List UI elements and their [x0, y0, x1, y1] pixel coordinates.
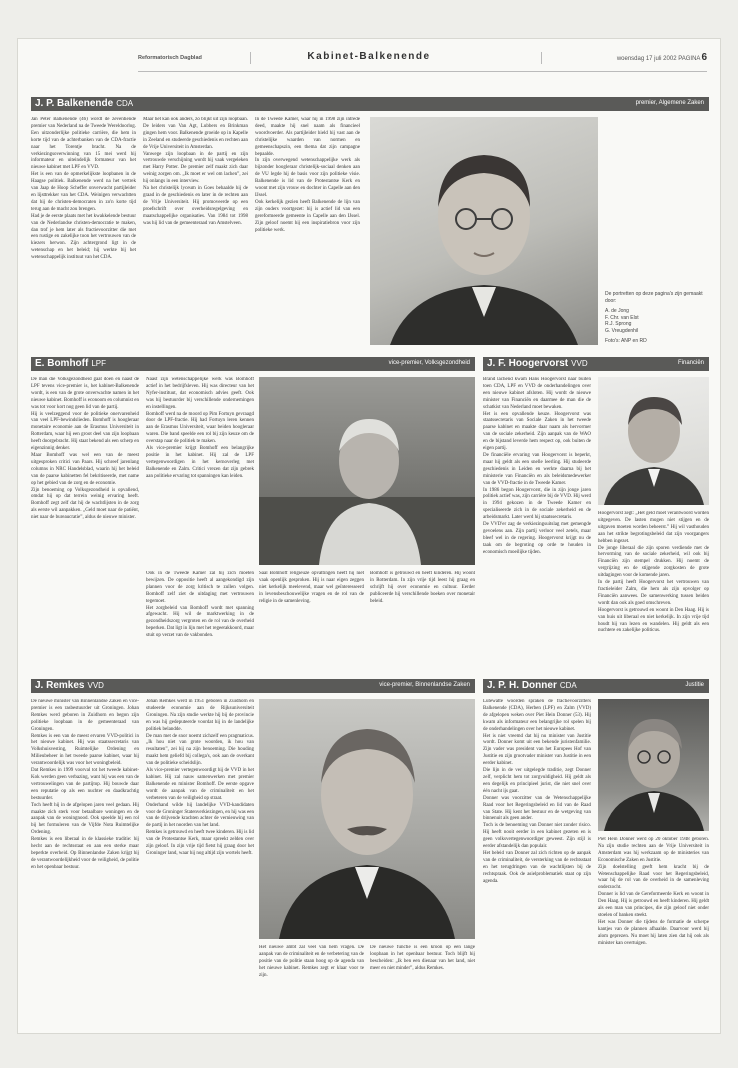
article-text: Had je de eerste plaats met het kwakkelende bestuur van de Nederlandse christen-democratie te maken, dan trof je hem later als fractievoorzitter die met een rustige en zakelijke toon het vertrouwen van de kiezers herwon. Zijn achtergrond ligt in de wetenschap en het beleid; hij werkte bij het wetenschappelijk instituut van het CDA. [31, 213, 136, 261]
photo-source: Foto's: ANP en RD [605, 338, 647, 344]
article-text: Remkes is getrouwd en heeft twee kinderen. Hij is lid van de Protestantse Kerk, maar spreekt zelden over zijn geloof. In zijn vrije tijd fietst hij graag door het Groninger land, waar hij nog altijd zijn wortels heeft. [146, 830, 254, 856]
article-column [31, 699, 139, 1019]
article-text: De nieuwe functie is een kroon op een lange loopbaan in het openbaar bestuur. Toch blijft hij bescheiden: „Ik ben een dienaar van het land, niet meer en niet minder”, aldus Remkes. [370, 945, 475, 971]
article-text: Ook kerkelijk gezien heeft Balkenende de lijn van zijn ouders voortgezet: hij is actief lid van een gereformeerde gemeente in Capelle aan den IJssel. Zijn geloof noemt hij een inspiratiebron voor zijn politieke werk. [255, 199, 360, 233]
portrait-bomhoff [259, 377, 475, 565]
masthead [18, 39, 720, 73]
article-text: Het is een opvallende keuze. Hoogervorst was staatssecretaris van Sociale Zaken in het tweede paarse kabinet en maakte daar naam als hervormer van de sociale zekerheid. Zijn aanpak van de WAO en de bijstand leverde hem respect op, ook buiten de eigen partij. [483, 411, 591, 452]
portrait-illustration [598, 377, 709, 505]
masthead-rule [138, 71, 707, 72]
masthead-divider [541, 52, 542, 64]
article-text: Brand lachend kwam Hans Hoogervorst naar buiten toen CDA, LPF en VVD de onderhandelingen over een nieuwe kabinet afsloten. Hij wordt de nieuwe minister van Financiën en daarmee de man die de schatkist van Nederland moet bewaken. [483, 377, 591, 410]
minister-name: J. P. H. Donner CDA [487, 680, 577, 691]
section-header-hoogervorst [483, 357, 709, 371]
page-title: Kabinet-Balkenende [307, 51, 431, 62]
article-text: Piet Hein Donner werd op 20 oktober 1948 geboren. Na zijn studie rechten aan de Vrije Universiteit in Amsterdam was hij werkzaam op de ministeries van Economische Zaken en Justitie. [598, 837, 709, 863]
article-column [146, 699, 254, 1019]
article-text: Onderhand wilde hij landelijke VVD-kandidaten voor de Groninger Statenverkiezingen, en hij was een van de drijvende krachten achter de vernieuwing van de partij in het noorden van het land. [146, 802, 254, 829]
article-text: Naast zijn wetenschappelijke werk was Bomhoff actief in het bedrijfsleven. Hij was directeur van het Nyfer-instituut, dat economisch advies geeft. Ook was hij bestuurder bij verschillende ondernemingen en instellingen. [146, 377, 254, 410]
article-column [598, 511, 709, 667]
party-label: VVD [87, 681, 104, 690]
page-number: 6 [701, 52, 707, 63]
article-text: Na het christelijk lyceum in Goes behaalde hij de graad in de geschiedenis en later in de rechten aan de Vrije Universiteit. Hij promoveerde op een proefschrift over overheidsregelgeving en maatschappelijke organisaties. Van 1984 tot 1998 was hij lid van de gemeenteraad van Amstelveen. [143, 186, 248, 226]
article-text: Het is een van de opmerkelijkste loopbanen in de Haagse politiek. Balkenende werd na het vertrek van Jaap de Hoop Scheffer onverwacht partijleider en lijsttrekker van het CDA. Weinigen verwachtten dat hij de christen-democraten in zo'n korte tijd terug aan de macht zou brengen. [31, 172, 136, 212]
article-text: De man met de snor noemt zichzelf een pragmaticus. „Ik hou niet van grote woorden, ik hou van resultaten”, zei hij na zijn benoeming. Die houding maakt hem geliefd bij collega's, ook aan de overkant van de politieke scheidslijn. [146, 733, 254, 767]
article-text: Donner is lid van de Gereformeerde Kerk en woont in Den Haag. Hij is getrouwd en heeft kinderen. Hij geldt als een man van principes, die zijn geloof niet onder stoelen of banken steekt. [598, 892, 709, 918]
article-column [31, 117, 136, 345]
portrait-balkenende [370, 117, 598, 345]
article-text: Die lijn in de ver uitgelegde traditie, zegt Donner zelf, verplicht hem tot zorgvuldigheid. Hij geldt als een degelijk en principieel jurist, die niet snel over één nacht ijs gaat. [483, 768, 591, 794]
article-column [370, 571, 475, 667]
article-text: De financiële ervaring van Hoogervorst is beperkt, maar hij geldt als een snelle leerling. Hij studeerde geschiedenis in Leiden en werkte daarna bij het ministerie van Financiën en als beleidsmedewerker van de VVD-fractie in de Tweede Kamer. [483, 452, 591, 486]
article-text: In 1986 begon Hoogervorst, die in zijn jonge jaren politiek actief was, zijn carrière bij de VVD. Hij werd in 1994 gekozen in de Tweede Kamer en specialiseerde zich in de sociale zekerheid en de arbeidsmarkt. Later werd hij staatssecretaris. [483, 487, 591, 521]
minister-function: vice-premier, Volksgezondheid [388, 360, 470, 366]
issue-date [617, 52, 707, 63]
credit-item: G. Vreugdenhil [605, 327, 639, 334]
article-text: De man die Volksgezondheid gaat doen en naast de LPF tevens vice-premier is, het kabinet-Balkenende wordt, is een van de grote onverwachte namen in het nieuwe kabinet. Bomhoff is econoom en columnist en was tot voor kort nog geen lid van de partij. [31, 377, 139, 410]
date-text: woensdag 17 juli 2002 [616, 56, 677, 62]
section-header-donner [483, 679, 709, 693]
portrait-illustration [598, 699, 709, 831]
article-column [598, 837, 709, 1019]
article-text: Lutewatte woorden spraken de fractievoorzitters Balkenende (CDA), Herben (LPF) en Zalm (VVD) de afgelopen weken over Piet Hein Donner (53). Hij kwam als informateur een belangrijke rol spelen bij de onderhandelingen over het nieuwe kabinet. [483, 699, 591, 732]
article-column [483, 377, 591, 667]
minister-function: vice-premier, Binnenlandse Zaken [379, 682, 470, 688]
newspaper-page [17, 38, 721, 1034]
article-text: Hoogervorst zegt: „Het geld moet verantwoord worden uitgegeven. De lasten mogen niet stijgen en de uitgaven moeten worden beheerst.” Hij wil vasthouden aan het strikte begrotingsbeleid dat zijn voorgangers hebben ingezet. [598, 511, 709, 544]
article-column [146, 571, 254, 667]
article-text: De VVD'er zag de verkiezingsuitslag met gemengde gevoelens aan. Zijn partij verloor veel zetels, maar bleef wel in de regering. Hoogervorst krijgt nu de taak om de begroting op orde te houden in economisch moeilijke tijden. [483, 522, 591, 555]
article-text: Donner was voorzitter van de Wetenschappelijke Raad voor het Regeringsbeleid en lid van de Raad van State. Hij kent het bestuur en de wetgeving van binnenuit als geen ander. [483, 795, 591, 822]
article-text: Zijn benoeming op Volksgezondheid is opvallend, omdat hij op dat terrein weinig ervaring heeft. Bomhoff zegt zelf dat hij de wachtlijsten in de zorg als eerste wil aanpakken. „Geld moet naar de patiënt, niet naar de bureaucratie”, aldus de nieuwe minister. [31, 487, 139, 521]
caption-intro: De portretten op deze pagina's zijn gemaakt door: [605, 291, 703, 304]
article-text: Dat Remkes in 1999 voorval tot het tweede kabinet-Kok werden geen verbazing, want hij was een van de vertrouwelingen van de partijtop. Hij bouwde daar een reputatie op als een nuchter en daadkrachtig bestuurder. [31, 768, 139, 801]
article-column [483, 699, 591, 1019]
portrait-remkes [259, 699, 475, 939]
article-column [259, 571, 364, 667]
section-header-remkes [31, 679, 475, 693]
party-label: CDA [559, 681, 577, 690]
article-text: Het was Donner die tijdens de formatie de scherpe kantjes van de plannen afhaalde. Daarvoor werd hij alom geprezen. Nu moet hij laten zien dat hij ook als minister kan overtuigen. [598, 919, 709, 946]
article-column [31, 377, 139, 667]
article-text: Jan Peter Balkenende (46) wordt de zeventiende premier van Nederland na de Tweede Wereldoorlog. Een uitzonderlijke politieke carrière, die hem in korte tijd van de achterbanken van de CDA-fractie naar het Torentje bracht. Na de verkiezingsoverwinning van 15 mei werd hij informateur en uiteindelijk formateur van het nieuwe kabinet met LPF en VVD. [31, 117, 136, 171]
article-text: In de Tweede Kamer, waar hij in 1998 zijn intrede deed, maakte hij snel naam als financieel woordvoerder. Als partijleider hield hij vast aan de christelijke waarden van normen en gemeenschapszin, een thema dat zijn campagne bepaalde. [255, 117, 360, 157]
article-text: Bomhoff werd na de moord op Pim Fortuyn gevraagd door de LPF-fractie. Hij had Fortuyn leren kennen aan de Erasmus Universiteit, waar beiden hoogleraar waren. Die band speelde een rol bij zijn keuze om de overstap naar de politiek te maken. [146, 411, 254, 445]
article-text: Saal Bomhoff religieuzë opvattingen heeft hij niet vaak openlijk gesproken. Hij is naar eigen zeggen niet kerkelijk meelevend, maar wel geïnteresseerd in levensbeschouwelijke vragen en de rol van de religie in de samenleving. [259, 571, 364, 604]
party-label: LPF [91, 359, 106, 368]
party-label: VVD [571, 359, 588, 368]
portrait-illustration [259, 699, 475, 939]
credit-item: A. de Jong [605, 308, 629, 314]
article-text: De nieuwe minister van Binnenlandse Zaken en vice-premier is een rasbestuurder uit Groningen. Johan Remkes werd geboren in Zuidhorn en begon zijn politieke loopbaan in de gemeenteraad van Groningen. [31, 699, 139, 732]
article-text: De jonge liberaal die zijn sporen verdiende met de hervorming van de sociale zekerheid, wil ook bij Financiën zijn stempel drukken. Hij noemt de vergrijzing en de stijgende zorgkosten de grote uitdagingen voor de komende jaren. [598, 545, 709, 579]
article-text: Het zorgbeleid van Bomhoff wordt met spanning afgewacht. Hij wil de marktwerking in de gezondheidszorg vergroten en de rol van de overheid beperken. Dat ligt in lijn met het regeerakkoord, maar stuit op verzet van de vakbonden. [146, 605, 254, 639]
article-column [146, 377, 254, 565]
section-header-bomhoff [31, 357, 475, 371]
minister-function: premier, Algemene Zaken [635, 100, 704, 106]
article-column [259, 945, 364, 1019]
photo-caption [605, 291, 709, 345]
article-text: Toch is de benoeming van Donner niet zonder risico. Hij heeft nooit eerder in een kabinet gezeten en is geen volksvertegenwoordiger geweest. Zijn stijl is eerder afstandelijk dan populair. [483, 823, 591, 850]
article-text: Maar het kan ook anders, zo blijkt uit zijn loopbaan. De leiders van Van Agt, Lubbers en Brinkman gingen hem voor. Balkenende groeide op in Kapelle in Zeeland en studeerde geschiedenis en rechten aan de Vrije Universiteit in Amsterdan. [143, 117, 248, 150]
minister-name: E. Bomhoff LPF [35, 358, 106, 369]
article-text: Ook in de Tweede Kamer zal hij zich moeten bewijzen. De oppositie heeft al aangekondigd zijn plannen voor de zorg kritisch te zullen volgen. Bomhoff zelf ziet de uitdaging met vertrouwen tegemoet. [146, 571, 254, 604]
article-text: In zijn overwegend wetenschappelijke werk als bijzonder hoogleraar christelijk-sociaal denken aan de VU legde hij de basis voor zijn politieke visie. Balkenende is lid van de Protestantse Kerk en woont met zijn vrouw en dochter in Capelle aan den IJssel. [255, 158, 360, 198]
article-text: Remkes is een van de meest ervaren VVD-politici in het nieuwe kabinet. Hij was staatssecretaris van Volkshuisvesting, Ruimtelijke Ordening en Milieubeheer in het tweede paarse kabinet, waar hij verantwoordelijk was voor het woningbeleid. [31, 733, 139, 767]
article-column [370, 945, 475, 1019]
minister-name: J. Remkes VVD [35, 680, 104, 691]
article-text: Johan Remkes werd in 1951 geboren in Zuidhorn en studeerde economie aan de Rijksuniversiteit Groningen. Na zijn studie werkte hij bij de provincie en was hij gedeputeerde voordat hij in de landelijke politiek belandde. [146, 699, 254, 732]
article-text: Als vice-premier krijgt Bomhoff een belangrijke positie in het kabinet. Hij zal de LPF vertegenwoordigen in het kernoverleg met Balkenende en Zalm. Critici vrezen dat zijn gebrek aan politieke ervaring tot spanningen kan leiden. [146, 446, 254, 479]
article-column [143, 117, 248, 345]
article-text: Het beleid van Donner zal zich richten op de aanpak van de criminaliteit, de versterking van de rechtsstaat en het terugdringen van de wachtlijsten bij de rechtspraak. Ook de asielproblematiek staat op zijn agenda. [483, 850, 591, 884]
article-text: Bomhoff is getrouwd en heeft kinderen. Hij woont in Rotterdam. In zijn vrije tijd leest hij graag en schrijft hij over economie en cultuur. Eerder publiceerde hij verschillende boeken over monetair beleid. [370, 571, 475, 604]
minister-name: J. F. Hoogervorst VVD [487, 358, 588, 369]
credit-item: F. Chr. van Elst [605, 314, 639, 321]
section-header-balkenende [31, 97, 709, 111]
article-column [255, 117, 360, 345]
portrait-hoogervorst [598, 377, 709, 505]
article-text: Zijn doelstelling geeft hem kracht bij de Wetenschappelijke Raad voor het Regeringsbeleid, waar hij de rol van de overheid in de samenleving onderzocht. [598, 864, 709, 891]
article-text: Hij is veelzeggend voor de politieke onervarenheid van veel LPF-bewindslieden. Bomhoff is hoogleraar monetaire economie aan de Erasmus Universiteit in Rotterdam, waar hij een groot deel van zijn loopbaan heeft doorgebracht. Hij staat bekend als een scherp en eigenzinnig denker. [31, 411, 139, 452]
portrait-donner [598, 699, 709, 831]
minister-name: J. P. Balkenende CDA [35, 98, 134, 109]
portrait-illustration [259, 377, 475, 565]
article-text: In de partij heeft Hoogervorst het vertrouwen van fractieleider Zalm, die hem als zijn opvolger op Financiën aanwees. De samenwerking tussen beiden wordt dan ook als goed omschreven. [598, 580, 709, 606]
party-label: CDA [116, 99, 134, 108]
minister-function: Financiën [677, 360, 704, 366]
article-text: Vanwege zijn loopbaan in de partij en zijn vertrouwde verschijning wordt hij vaak vergeleken met Harry Potter. De premier zelf maakt zich daar weinig zorgen om. „Ik moet er wel om lachen”, zei hij onlangs in een interview. [143, 151, 248, 185]
article-text: Hoogervorst is getrouwd en woont in Den Haag. Hij is van huis uit liberaal en niet kerkelijk. In zijn vrije tijd houdt hij van lezen en wandelen. Hij geldt als een nuchtere en zakelijke politicus. [598, 607, 709, 634]
portrait-illustration [370, 117, 598, 345]
article-text: Maar Bomhoff was wel een van de meest uitgesproken critici van Paars. Hij schreef jarenlang columns in NRC Handelsblad, waarin hij het beleid van de paarse kabinetten fel bekritiseerde, met name op het gebied van de zorg en de economie. [31, 452, 139, 486]
minister-function: Justitie [685, 682, 704, 688]
article-text: Toch heeft hij in de afgelopen jaren veel gedaan. Hij maakte zich sterk voor betaalbare woningen en de aanpak van de woningnood. Ook speelde hij een rol bij het formuleren van de Vijfde Nota Ruimtelijke Ordening. [31, 802, 139, 836]
article-text: Remkes is een liberaal in de klassieke traditie: hij hecht aan de rechtsstaat en aan een sterke maar beperkte overheid. Op Binnenlandse Zaken krijgt hij de verantwoordelijkheid voor de veiligheid, de politie en het openbaar bestuur. [31, 837, 139, 870]
article-text: Het is niet vreemd dat hij nu minister van Justitie wordt. Donner komt uit een bekende juristenfamilie. Zijn vader was president van het Europees Hof van Justitie en zijn grootvader minister van Justitie in een eerder kabinet. [483, 733, 591, 767]
article-text: Het nieuwe ambt zal veel van hem vragen. De aanpak van de criminaliteit en de verbetering van de positie van de politie staan hoog op de agenda van het nieuwe kabinet. Remkes zegt er klaar voor te zijn. [259, 945, 364, 978]
newspaper-name: Reformatorisch Dagblad [138, 55, 202, 61]
credit-item: R.J. Sprong [605, 321, 632, 327]
article-text: Als vice-premier vertegenwoordigt hij de VVD in het kabinet. Hij zal nauw samenwerken met premier Balkenende en minister Bomhoff. De eerste opgave wordt de aanpak van de criminaliteit en het verbeteren van de veiligheid op straat. [146, 768, 254, 801]
page-label: PAGINA [678, 56, 701, 62]
